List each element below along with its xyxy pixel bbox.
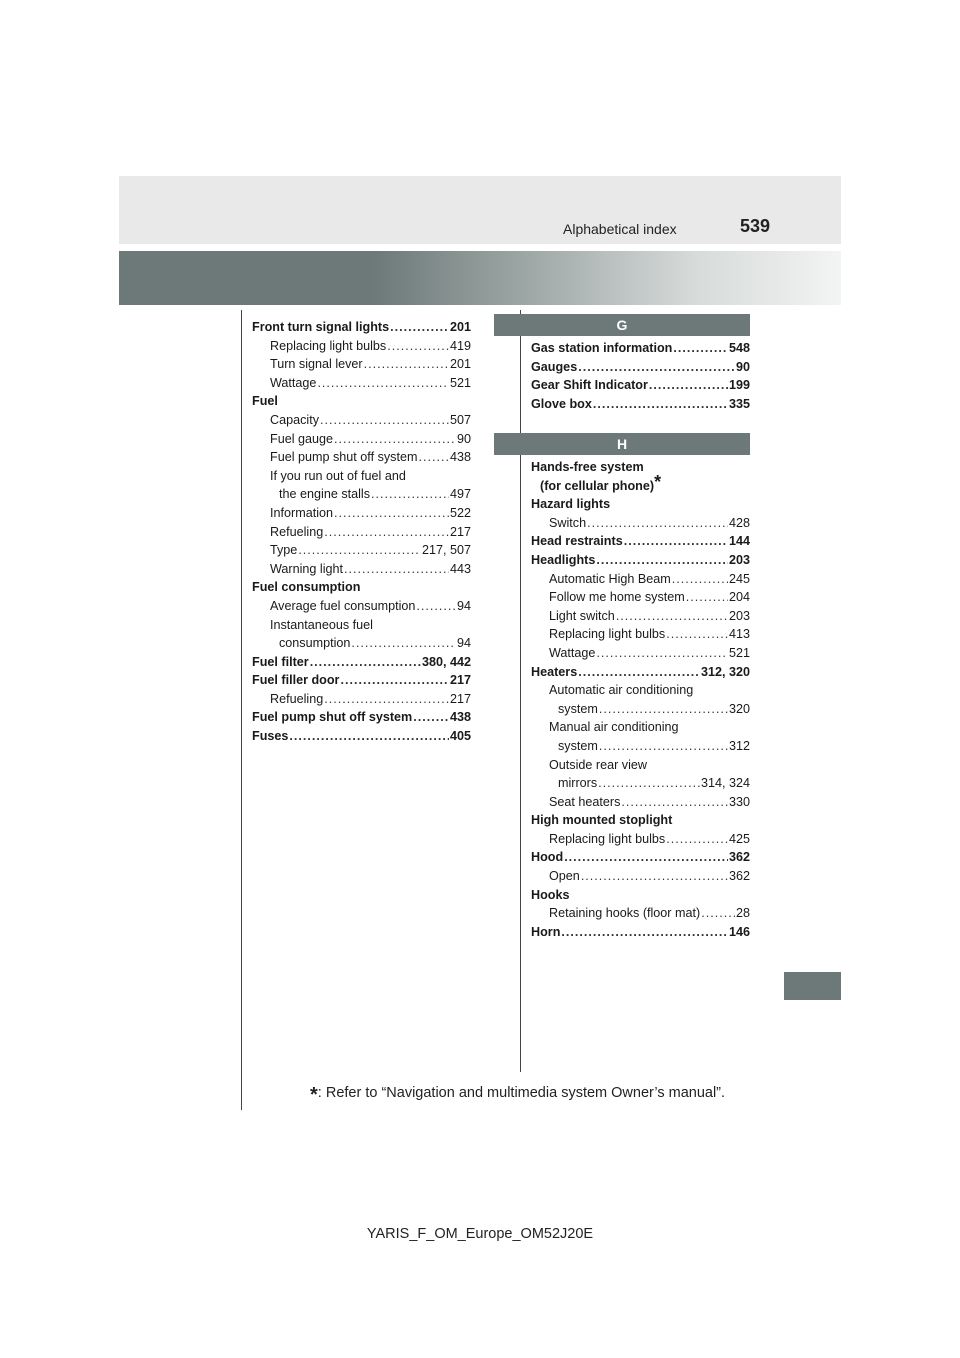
index-entry-page: 199	[728, 378, 750, 393]
leader-dots	[666, 625, 728, 644]
index-entry-label: Type	[270, 543, 298, 558]
index-entry-page: 419	[449, 338, 471, 353]
index-entry-label: Automatic High Beam	[549, 571, 671, 586]
index-entry-page: 203	[728, 608, 750, 623]
index-entry-label: Warning light	[270, 561, 344, 576]
index-entry-label: system	[558, 701, 598, 716]
index-entry-page: 330	[728, 794, 750, 809]
index-entry-page: 380, 442	[421, 654, 471, 669]
leader-dots	[596, 644, 728, 663]
index-entry	[252, 597, 471, 616]
letter-header-g: G	[494, 314, 750, 336]
index-entry-label: Refueling	[270, 524, 324, 539]
index-entry-label: Head restraints	[531, 534, 623, 549]
index-entry	[531, 625, 750, 644]
index-entry	[252, 355, 471, 374]
index-entry-label: Fuel filler door	[252, 673, 340, 688]
page-number: 539	[740, 216, 771, 236]
leader-dots	[561, 923, 728, 942]
index-entry-page: 312, 320	[700, 664, 750, 679]
index-entry-hands-free-line1: Hands-free system	[531, 460, 644, 474]
index-entry-label: consumption	[279, 636, 351, 651]
index-entry-label: Turn signal lever	[270, 357, 363, 372]
leader-dots	[413, 708, 449, 727]
index-entry-label: Open	[549, 869, 580, 884]
leader-dots	[624, 532, 728, 551]
leader-dots	[666, 830, 728, 849]
leader-dots	[593, 395, 728, 414]
leader-dots	[371, 485, 449, 504]
index-entry	[531, 700, 750, 719]
leader-dots	[418, 448, 449, 467]
index-entry-label: Retaining hooks (floor mat)	[549, 906, 701, 921]
index-entry-label: Headlights	[531, 552, 596, 567]
index-entry-label: Light switch	[549, 608, 615, 623]
leader-dots	[621, 793, 728, 812]
index-entry-page: 443	[449, 561, 471, 576]
index-entry-label: Switch	[549, 515, 587, 530]
leader-dots	[317, 374, 449, 393]
index-entry-page: 438	[449, 450, 471, 465]
index-entry: If you run out of fuel and	[270, 468, 406, 483]
index-entry	[252, 374, 471, 393]
index-entry	[252, 560, 471, 579]
index-entry-label: Replacing light bulbs	[549, 627, 666, 642]
index-entry-label: system	[558, 738, 598, 753]
index-entry	[252, 318, 471, 337]
index-entry-page: 217	[449, 673, 471, 688]
index-entry	[252, 485, 471, 504]
index-entry	[531, 532, 750, 551]
leader-dots	[673, 339, 728, 358]
leader-dots	[387, 337, 449, 356]
leader-dots	[616, 607, 728, 626]
index-entry-label: the engine stalls	[279, 487, 371, 502]
leader-dots	[599, 737, 728, 756]
leader-dots	[310, 653, 421, 672]
leader-dots	[596, 551, 728, 570]
leader-dots	[564, 848, 728, 867]
index-entry-page: 522	[449, 505, 471, 520]
leader-dots	[587, 514, 728, 533]
index-entry-label: Information	[270, 505, 333, 520]
index-entry-page: 428	[728, 515, 750, 530]
index-entry-page: 362	[728, 850, 750, 865]
index-entry	[252, 727, 471, 746]
index-entry-label: Follow me home system	[549, 590, 685, 605]
index-section-h-entries	[531, 495, 750, 941]
footnote-marker: *	[654, 471, 662, 492]
index-entry	[531, 737, 750, 756]
index-entry: Outside rear view	[549, 757, 647, 772]
index-entry-label: Hood	[531, 850, 564, 865]
leader-dots	[340, 671, 449, 690]
index-entry-page: 90	[456, 431, 471, 446]
leader-dots	[298, 541, 421, 560]
index-entry-page: 144	[728, 534, 750, 549]
leader-dots	[416, 597, 456, 616]
index-entry-page: 245	[728, 571, 750, 586]
column-divider-middle	[520, 310, 521, 1072]
index-entry-label: Fuses	[252, 729, 289, 744]
index-entry-page: 521	[728, 645, 750, 660]
leader-dots	[344, 560, 449, 579]
index-entry	[252, 504, 471, 523]
index-entry-page: 28	[735, 906, 750, 921]
index-column-left	[252, 318, 471, 746]
footnote-text: : Refer to “Navigation and multimedia system Owner’s manual”.	[317, 1085, 726, 1101]
index-entry	[531, 644, 750, 663]
leader-dots	[289, 727, 449, 746]
index-entry	[531, 570, 750, 589]
header-top-band	[119, 176, 841, 244]
index-entry-label: Wattage	[549, 645, 596, 660]
leader-dots	[334, 430, 456, 449]
index-entry-page: 204	[728, 590, 750, 605]
index-entry-label: Fuel filter	[252, 654, 309, 669]
index-entry	[252, 430, 471, 449]
index-entry	[252, 337, 471, 356]
index-entry-page: 507	[449, 412, 471, 427]
index-entry-page: 146	[728, 924, 750, 939]
index-entry-label: Seat heaters	[549, 794, 621, 809]
index-entry-page: 548	[728, 341, 750, 355]
footnote-marker: *	[310, 1084, 318, 1106]
leader-dots	[351, 634, 456, 653]
index-entry	[252, 634, 471, 653]
index-entry: Instantaneous fuel	[270, 617, 373, 632]
index-entry	[252, 671, 471, 690]
leader-dots	[320, 411, 449, 430]
index-entry-label: Glove box	[531, 396, 592, 411]
leader-dots	[649, 376, 728, 395]
leader-dots	[672, 570, 728, 589]
leader-dots	[578, 358, 735, 377]
index-entry	[252, 411, 471, 430]
index-entry-label: Heaters	[531, 664, 578, 679]
index-entry: High mounted stoplight	[531, 813, 673, 828]
section-title: Alphabetical index	[563, 221, 677, 237]
index-entry-page: 438	[449, 710, 471, 725]
index-entry-label: Front turn signal lights	[252, 320, 390, 334]
footnote	[310, 1084, 725, 1107]
index-entry-page: 405	[449, 729, 471, 744]
leader-dots	[364, 355, 449, 374]
index-entry	[531, 830, 750, 849]
index-entry	[252, 541, 471, 560]
index-entry	[531, 867, 750, 886]
index-entry	[531, 514, 750, 533]
index-entry-page: 413	[728, 627, 750, 642]
leader-dots	[701, 904, 735, 923]
index-entry-label: Replacing light bulbs	[270, 338, 387, 353]
index-entry-label: Gauges	[531, 359, 578, 374]
index-entry	[531, 339, 750, 358]
leader-dots	[324, 523, 449, 542]
index-entry-label: Replacing light bulbs	[549, 831, 666, 846]
index-entry	[531, 848, 750, 867]
index-section-g	[531, 339, 750, 413]
index-entry-label: mirrors	[558, 776, 598, 791]
index-entry	[531, 376, 750, 395]
index-entry	[531, 607, 750, 626]
index-entry	[531, 663, 750, 682]
index-entry-label: Wattage	[270, 375, 317, 390]
index-entry-label: Fuel pump shut off system	[270, 450, 418, 465]
header-gradient-band	[119, 251, 841, 305]
index-entry-page: 425	[728, 831, 750, 846]
leader-dots	[390, 318, 449, 337]
index-entry: Fuel consumption	[252, 580, 361, 595]
index-entry	[252, 653, 471, 672]
index-entry-page: 90	[735, 359, 750, 374]
footer-doc-id: YARIS_F_OM_Europe_OM52J20E	[366, 1226, 594, 1242]
index-entry-label: Fuel gauge	[270, 431, 334, 446]
leader-dots	[324, 690, 449, 709]
index-entry-page: 320	[728, 701, 750, 716]
leader-dots	[598, 774, 700, 793]
index-entry: Fuel	[252, 394, 278, 409]
index-entry	[252, 448, 471, 467]
index-section-h	[531, 458, 750, 941]
index-entry	[531, 923, 750, 942]
index-entry-page: 203	[728, 552, 750, 567]
index-entry	[252, 690, 471, 709]
index-entry	[531, 774, 750, 793]
index-entry-page: 335	[728, 396, 750, 411]
index-entry-page: 521	[449, 375, 471, 390]
index-entry-hands-free-line2: (for cellular phone)*	[540, 471, 662, 493]
leader-dots	[686, 588, 728, 607]
index-entry-page: 217, 507	[421, 543, 471, 558]
letter-header-h: H	[494, 433, 750, 455]
index-entry-page: 94	[456, 636, 471, 651]
index-entry	[531, 588, 750, 607]
column-divider-left	[241, 310, 242, 1110]
index-entry: Hazard lights	[531, 497, 611, 512]
index-entry	[531, 904, 750, 923]
index-entry	[531, 793, 750, 812]
index-entry	[252, 523, 471, 542]
index-entry-label: Capacity	[270, 412, 319, 427]
index-entry-page: 217	[449, 524, 471, 539]
index-entry-page: 362	[728, 869, 750, 884]
index-entry-page: 497	[449, 487, 471, 502]
index-entry: Hooks	[531, 887, 570, 902]
index-entry: Automatic air conditioning	[549, 683, 694, 698]
index-entry-label: Average fuel consumption	[270, 598, 416, 613]
index-entry-label: Fuel pump shut off system	[252, 710, 413, 725]
index-entry-label: Refueling	[270, 691, 324, 706]
leader-dots	[581, 867, 728, 886]
index-entry-page: 201	[449, 320, 471, 334]
index-entry: Manual air conditioning	[549, 720, 679, 735]
index-entry-label: Horn	[531, 924, 561, 939]
index-entry-page: 314, 324	[700, 776, 750, 791]
index-entry	[531, 395, 750, 414]
leader-dots	[578, 663, 700, 682]
index-entry-label: Gear Shift Indicator	[531, 378, 648, 393]
index-entry	[531, 551, 750, 570]
index-entry-page: 201	[449, 357, 471, 372]
index-entry-page: 94	[456, 598, 471, 613]
chapter-tab	[784, 972, 841, 1000]
index-entry-page: 217	[449, 691, 471, 706]
index-entry	[531, 358, 750, 377]
index-entry	[252, 708, 471, 727]
index-entry-page: 312	[728, 738, 750, 753]
index-entry-label: Gas station information	[531, 341, 673, 355]
leader-dots	[334, 504, 449, 523]
leader-dots	[599, 700, 728, 719]
